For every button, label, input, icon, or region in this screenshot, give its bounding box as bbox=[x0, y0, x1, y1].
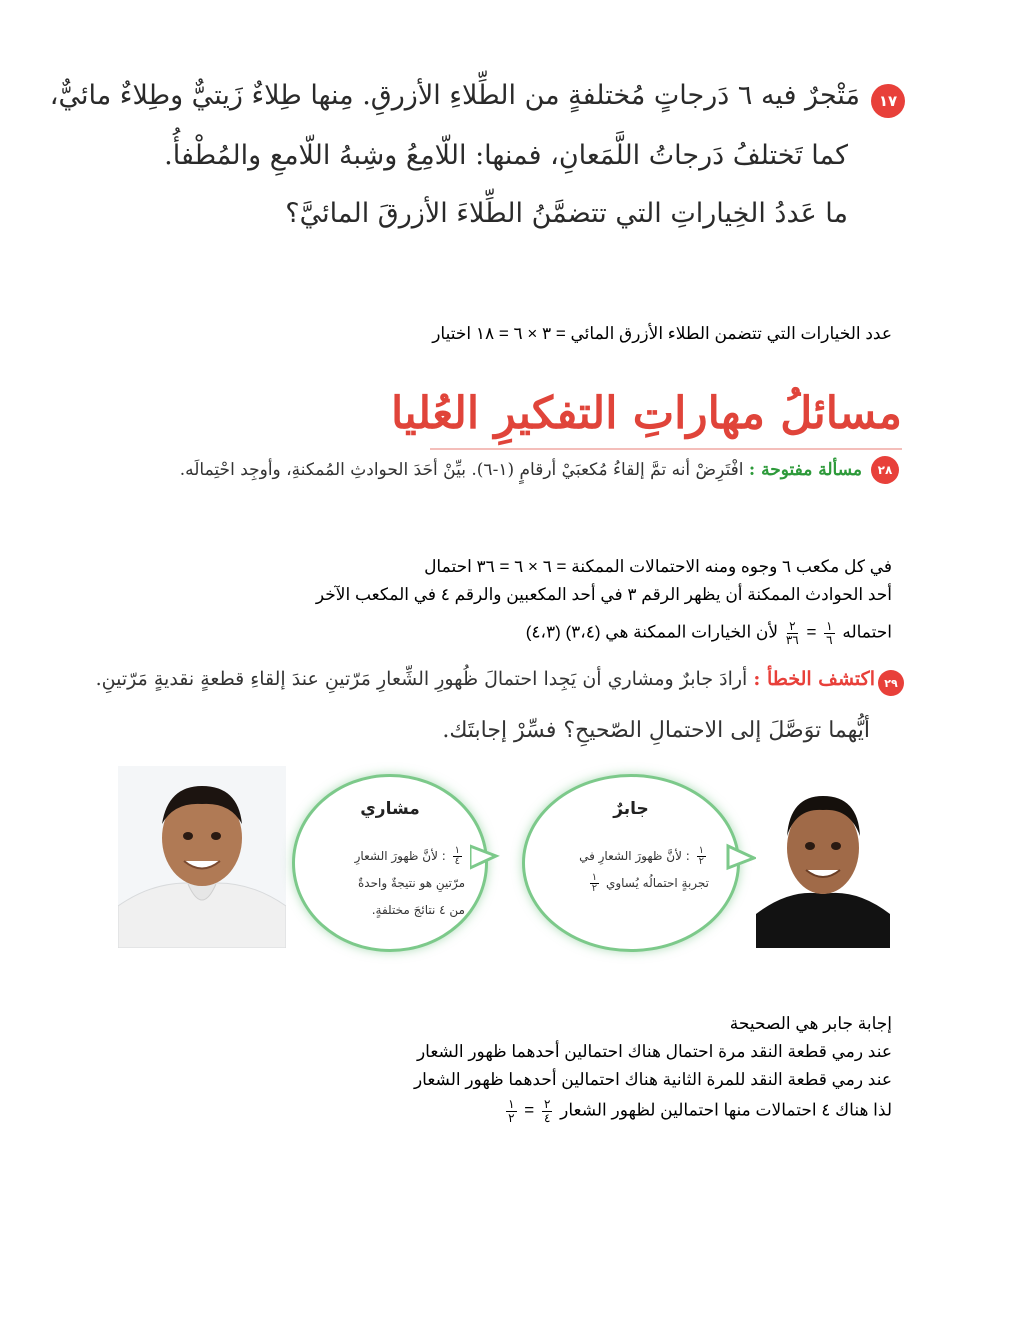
mishari-line-2: مرّتينِ هو نتيجةٌ واحدةٌ bbox=[357, 876, 465, 890]
problem-number-badge bbox=[871, 84, 905, 118]
fraction-one-half bbox=[697, 846, 706, 868]
problem-29-line-2: أيُّهما توَصَّلَ إلى الاحتمالِ الصّحيحِ؟ فسِّرْ إجابتَك. bbox=[442, 718, 870, 743]
jaber-bubble-tail bbox=[726, 842, 758, 872]
fraction-denominator: ٤ bbox=[543, 1110, 551, 1125]
fraction-denominator: ٢ bbox=[698, 856, 704, 867]
mishari-line-1 bbox=[313, 843, 465, 870]
fraction-two-thirtysix bbox=[786, 620, 799, 646]
mishari-line-3: من ٤ نتائجَ مختلفةٍ. bbox=[371, 903, 465, 917]
fraction-one-half bbox=[506, 1098, 516, 1124]
answer-28-line-1: في كل مكعب ٦ وجوه ومنه الاحتمالات الممكنة = ٦ × ٦ = ٣٦ احتمال bbox=[424, 557, 892, 576]
answer-28-line-2: أحد الحوادث الممكنة أن يظهر الرقم ٣ في أحد المكعبين والرقم ٤ في المكعب الآخر bbox=[315, 585, 892, 604]
answer-29-line-4-prefix: لذا هناك ٤ احتمالات منها احتمالين لظهور الشعار bbox=[560, 1100, 892, 1120]
problem-29-line-1 bbox=[95, 668, 875, 690]
answer-29-line-1: إجابة جابر هي الصحيحة bbox=[729, 1014, 892, 1033]
problem-27-line-3: ما عَددُ الخِياراتِ التي تتضمَّنُ الطِّلاءَ الأزرقَ المائيَّ؟ bbox=[285, 198, 848, 229]
answer-28-line-3-suffix: لأن الخيارات الممكنة هي (٣،٤) (٤،٣) bbox=[525, 622, 779, 642]
answer-28-line-3 bbox=[242, 620, 892, 646]
fraction-numerator: ١ bbox=[826, 619, 833, 633]
mishari-speech-bubble bbox=[292, 774, 488, 952]
problem-number-badge bbox=[871, 456, 899, 484]
mishari-bubble-tail bbox=[470, 842, 500, 872]
fraction-numerator: ٢ bbox=[543, 1097, 551, 1111]
problem-number: ١٧ bbox=[878, 92, 898, 110]
boy-in-white-thobe-image bbox=[118, 766, 286, 948]
answer-27: عدد الخيارات التي تتضمن الطلاء الأزرق المائي = ٣ × ٦ = ١٨ اختيار bbox=[432, 324, 892, 343]
fraction-denominator: ٦ bbox=[826, 632, 833, 647]
open-problem-label: مسألة مفتوحة : bbox=[748, 460, 862, 480]
fraction-one-sixth bbox=[824, 620, 834, 646]
equals-sign: = bbox=[524, 1100, 535, 1120]
mishari-name: مشاري bbox=[360, 799, 420, 819]
jaber-line-2-text: تجربةٍ احتمالُه يُساوي bbox=[605, 876, 709, 890]
fraction-two-quarters bbox=[542, 1098, 552, 1124]
problem-number-badge bbox=[878, 670, 904, 696]
fraction-denominator: ٢ bbox=[508, 1110, 515, 1125]
fraction-numerator: ١ bbox=[698, 844, 704, 856]
equals-sign: = bbox=[806, 622, 817, 642]
problem-29-body: أرادَ جابرٌ ومشاري أن يَجِدا احتمالَ ظُهورِ الشِّعارِ مَرّتينِ عندَ إلقاءِ قطعةٍ نقديةٍ مَرّتينِ. bbox=[95, 668, 748, 690]
fraction-numerator: ١ bbox=[591, 871, 598, 883]
jaber-reasoning bbox=[549, 843, 709, 897]
fraction-denominator: ٤ bbox=[454, 856, 460, 867]
fraction-denominator: ٢ bbox=[591, 883, 598, 894]
jaber-line-2 bbox=[549, 870, 709, 897]
fraction-numerator: ١ bbox=[508, 1097, 515, 1111]
jaber-speech-bubble bbox=[522, 774, 740, 952]
answer-29-line-3: عند رمي قطعة النقد للمرة الثانية هناك احتمالين أحدهما ظهور الشعار bbox=[413, 1070, 892, 1089]
answer-28-line-3-prefix: احتماله bbox=[842, 622, 892, 642]
mishari-photo bbox=[118, 766, 286, 948]
answer-29-line-4 bbox=[292, 1098, 892, 1124]
section-title-underline bbox=[430, 448, 902, 450]
jaber-line-1-text: : لأنَّ ظهورَ الشعارِ في bbox=[579, 849, 690, 863]
mishari-reasoning bbox=[313, 843, 465, 924]
jaber-line-1 bbox=[549, 843, 709, 870]
problem-number: ٢٩ bbox=[884, 676, 898, 690]
answer-29-line-2: عند رمي قطعة النقد مرة احتمال هناك احتمالين أحدهما ظهور الشعار bbox=[416, 1042, 892, 1061]
fraction-one-half bbox=[590, 873, 599, 895]
jaber-name: جابرٌ bbox=[613, 799, 649, 819]
section-title: مسائلُ مهاراتِ التفكيرِ العُليا bbox=[390, 388, 902, 439]
jaber-photo bbox=[756, 778, 890, 948]
mishari-line-1-text: : لأنَّ ظهورَ الشعارِ bbox=[354, 849, 446, 863]
fraction-numerator: ٢ bbox=[789, 619, 796, 633]
boy-in-black-shirt-image bbox=[756, 778, 890, 948]
fraction-denominator: ٣٦ bbox=[785, 632, 799, 647]
problem-28-body: افْتَرِضْ أنه تمَّ إلقاءُ مُكعبَيْ أرقامٍ (١-٦). بيِّنْ أحَدَ الحوادثِ المُمكنةِ، وأوجِد احْتِمالَه. bbox=[179, 460, 744, 480]
problem-number: ٢٨ bbox=[877, 463, 893, 477]
find-error-label: اكتشف الخطأ : bbox=[753, 668, 875, 690]
fraction-numerator: ١ bbox=[454, 844, 460, 856]
problem-27-line-1: مَتْجرٌ فيه ٦ دَرجاتٍ مُختلفةٍ من الطِّلاءِ الأزرقِ. مِنها طِلاءٌ زَيتيٌّ وطِلاءٌ مائيٌّ، bbox=[49, 80, 860, 111]
problem-28-text bbox=[142, 460, 862, 480]
problem-27-line-2: كما تَختلفُ دَرجاتُ اللَّمَعانِ، فمنها: اللّامِعُ وشِبهُ اللّامعِ والمُطْفأُ. bbox=[164, 140, 848, 171]
fraction-one-quarter bbox=[453, 846, 462, 868]
